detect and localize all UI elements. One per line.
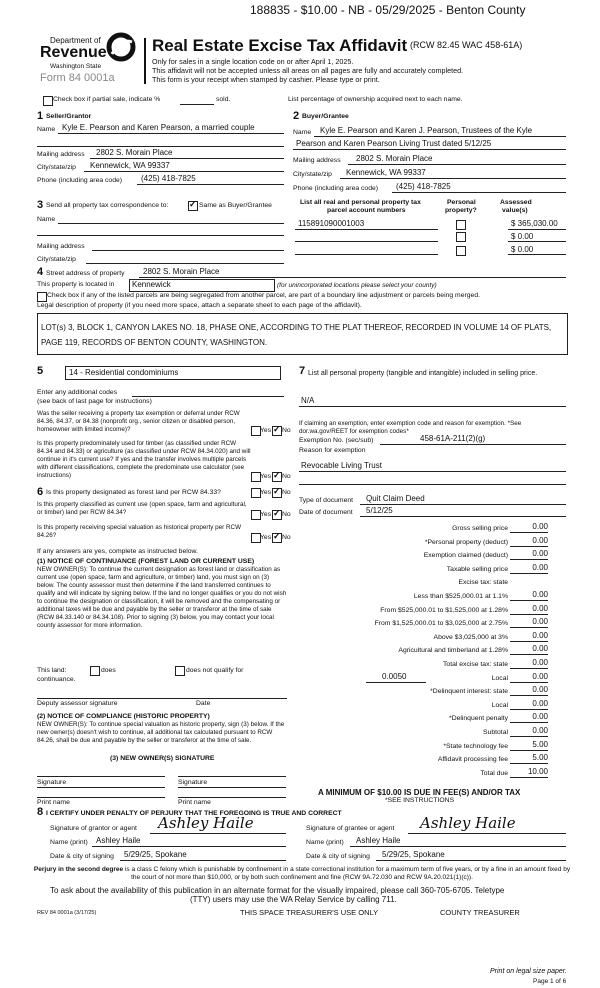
seller-heading: Seller/Grantor xyxy=(46,113,92,120)
dept-line1: Department of xyxy=(50,36,101,45)
s6-q3-no-checkbox[interactable] xyxy=(272,533,282,543)
seller-phone-value[interactable]: (425) 418-7825 xyxy=(141,174,196,183)
fee-label: *Delinquent penalty xyxy=(449,715,508,723)
header-divider xyxy=(144,38,146,84)
s5-q1-no: No xyxy=(282,427,291,434)
s6-q1-yes: Yes xyxy=(260,489,272,496)
s6-q2-no: No xyxy=(282,511,291,518)
access-note-1: To ask about the availability of this publication in an alternate format for the visually impaired, please call 360-705-6705. Teletype xyxy=(50,886,505,895)
grantee-sig-label: Signature of grantee or agent xyxy=(306,825,395,832)
partial-sale-label: Check box if partial sale, indicate % xyxy=(53,96,161,103)
buyer-phone-value[interactable]: (425) 418-7825 xyxy=(396,182,451,191)
location-note: (for unincorporated locations please select your county) xyxy=(277,282,437,289)
owner-print-label-2: Print name xyxy=(178,799,211,806)
assessed-value-3[interactable]: $ 0.00 xyxy=(511,245,534,254)
s3-name-label: Name xyxy=(37,216,56,223)
parcel-col3b: value(s) xyxy=(502,207,528,214)
grantee-name-value[interactable]: Ashley Haile xyxy=(356,836,401,845)
fee-value[interactable]: 0.00 xyxy=(532,658,548,667)
form-number: Form 84 0001a xyxy=(40,72,115,84)
see-instructions: *SEE INSTRUCTIONS xyxy=(385,797,455,804)
parcel-col1a: List all real and personal property tax xyxy=(300,199,421,206)
fee-label: Above $3,025,000 at 3% xyxy=(433,633,508,641)
personal-property-checkbox-3[interactable] xyxy=(456,246,466,256)
fee-value[interactable]: 0.00 xyxy=(532,712,548,722)
fee-label: Agricultural and timberland at 1.28% xyxy=(398,647,508,655)
s6-q1-no: No xyxy=(282,489,291,496)
local-rate-value[interactable]: 0.0050 xyxy=(382,671,407,681)
header-note3: This form is your receipt when stamped by cashier. Please type or print. xyxy=(152,75,380,84)
street-value[interactable]: 2802 S. Morain Place xyxy=(143,267,220,276)
legal-label: Legal description of property (if you need more space, attach a separate sheet to each page of the affidavit). xyxy=(37,302,362,309)
same-as-buyer-checkbox[interactable] xyxy=(188,201,198,211)
location-select[interactable] xyxy=(129,279,275,292)
segregated-label: Check box if any of the listed parcels are being segregated from another parcel, are part of a boundary line adjustment or parcels being merged. xyxy=(47,292,480,299)
assessed-value-1[interactable]: $ 365,030.00 xyxy=(511,219,558,228)
s6-q1: Is this property designated as forest land per RCW 84.33? xyxy=(46,489,221,496)
fee-value[interactable]: 0.00 xyxy=(532,698,548,708)
fee-value[interactable]: 0.00 xyxy=(532,617,548,627)
buyer-name-value-2[interactable]: Pearson and Karen Pearson Living Trust dated 5/12/25 xyxy=(296,139,492,148)
fee-label: Local xyxy=(491,701,508,709)
s6-p1: NEW OWNER(S): To continue the current designation as forest land or classification as current use (open space, farm and agriculture, or timber) land, you must sign on (3) below. The county assessor must then determine if the land transferred continues to qualify and will indicate by signing below. If the land no longer qualifies or you do not wish to continue the designation or classification, it will be removed and the compensating or additional taxes will be due and payable by the seller or transferor at the time of sale (RCW 84.33.140 or 84.34.108). Prior to signing (3) below, you may contact your local county assessor for more information. xyxy=(37,566,287,629)
parcel-col3a: Assessed xyxy=(500,199,532,206)
s6-q3-yes: Yes xyxy=(260,534,272,541)
s5-q2-yes: Yes xyxy=(260,473,272,480)
partial-sold-label: sold. xyxy=(216,96,231,103)
perjury-text: is a class C felony which is punishable by confinement in a state correctional institution for a maximum term of five years, or by a fine in an amount fixed by the court of not more than $10,000, or by both such confinement and fine (RCW 9A.72.030 and RCW 9A.20.021(1)(c)). xyxy=(124,866,571,881)
buyer-city-value[interactable]: Kennewick, WA 99337 xyxy=(346,168,426,177)
fee-label: Exemption claimed (deduct) xyxy=(423,552,508,560)
dept-line2: Revenue xyxy=(40,44,107,61)
s3-mail-label: Mailing address xyxy=(37,243,85,250)
grantee-date-label: Date & city of signing xyxy=(306,853,370,860)
ownership-note: List percentage of ownership acquired next to each name. xyxy=(288,96,463,103)
s3-city-label: City/state/zip xyxy=(37,256,76,263)
grantor-sig-label: Signature of grantor or agent xyxy=(50,825,137,832)
seller-city-label: City/state/zip xyxy=(37,164,76,171)
fee-value[interactable]: 0.00 xyxy=(532,644,548,654)
parcel-col2a: Personal xyxy=(447,199,476,206)
land-use-code-select[interactable] xyxy=(65,366,281,380)
s7-num: 7 xyxy=(299,365,306,377)
parcel-col2b: property? xyxy=(445,207,477,214)
s6-q1-no-checkbox[interactable] xyxy=(272,488,282,498)
s6-num: 6 xyxy=(37,486,44,498)
continuance-label: continuance. xyxy=(37,676,76,683)
s7-label: List all personal property (tangible and intangible) included in selling price. xyxy=(308,370,538,377)
deputy-sig-label: Deputy assessor signature xyxy=(37,700,118,707)
exemption-no-value[interactable]: 458-61A-211(2)(g) xyxy=(420,434,486,443)
legal-description-box[interactable] xyxy=(37,313,568,355)
legal-paper-note: Print on legal size paper. xyxy=(490,968,567,975)
street-label: Street address of property xyxy=(46,270,125,277)
fee-label: Total excise tax: state xyxy=(443,661,508,668)
s6-q2-no-checkbox[interactable] xyxy=(272,510,282,520)
s5-question2: Is this property predominately used for timber (as classified under RCW 84.34 and 84.33) or agriculture (as classified under RCW 84.34.020) and will continue in it's current use? If yes and the transfer involves multiple parcels with different classifications, complete the predominate use calculator (see instructions) xyxy=(37,440,251,479)
located-label: This property is located in xyxy=(37,281,115,288)
fee-label: From $1,525,000.01 to $3,025,000 at 2.75% xyxy=(374,620,508,628)
this-land-label: This land: xyxy=(37,667,67,674)
s6-p2: NEW OWNER(S): To continue special valuation as historic property, sign (3) below. If the new owner(s) doesn't wish to continue, all additional tax calculated pursuant to RCW 84.26, shall be due and payable by the seller or transferor at the time of sale. xyxy=(37,721,285,744)
grantor-date-value[interactable]: 5/29/25, Spokane xyxy=(124,850,187,859)
same-as-buyer-label: Same as Buyer/Grantee xyxy=(199,202,272,209)
exemption-label: If claiming an exemption, enter exemption code and reason for exemption. *See dor.wa.gov/REET for exemption codes* xyxy=(299,420,522,435)
s5-num: 5 xyxy=(37,365,44,377)
fee-label: From $525,000.01 to $1,525,000 at 1.28% xyxy=(380,606,508,614)
legal-description-value: LOT(s) 3, BLOCK 1, CANYON LAKES NO. 18, PHASE ONE, ACCORDING TO THE PLAT THEREOF, RECORDED IN VOLUME 14 OF PLATS, PAGE 119, RECORDS OF BENTON COUNTY, WASHINGTON. xyxy=(41,323,552,347)
s6-h2: (2) NOTICE OF COMPLIANCE (HISTORIC PROPERTY) xyxy=(37,713,210,720)
fee-label: *Personal property (deduct) xyxy=(424,538,508,546)
personal-property-checkbox-2[interactable] xyxy=(456,232,466,242)
assessed-value-2[interactable]: $ 0.00 xyxy=(511,232,534,241)
s6-q2-yes: Yes xyxy=(260,511,272,518)
grantee-signature[interactable]: Ashley Haile xyxy=(420,814,516,832)
page-number: Page 1 of 6 xyxy=(533,978,567,985)
access-note-2: (TTY) users may use the WA Relay Service by calling 711. xyxy=(190,895,397,904)
perjury-bold: Perjury in the second degree xyxy=(33,866,124,873)
land-does-label: does xyxy=(101,667,116,674)
s5-q1-yes: Yes xyxy=(260,427,272,434)
fee-value[interactable]: 0.00 xyxy=(532,590,548,599)
minimum-due-note: A MINIMUM OF $10.00 IS DUE IN FEE(S) AND/OR TAX xyxy=(318,788,521,797)
owner-sig-label-1: Signature xyxy=(37,779,67,786)
buyer-heading: Buyer/Grantee xyxy=(302,113,349,120)
owner-print-label-1: Print name xyxy=(37,799,70,806)
grantee-date-value[interactable]: 5/29/25, Spokane xyxy=(382,850,445,859)
s3-label: Send all property tax correspondence to: xyxy=(46,202,169,209)
s6-q3: Is this property receiving special valuation as historical property per RCW 84.26? xyxy=(37,524,242,539)
buyer-phone-label: Phone (including area code) xyxy=(293,185,379,192)
segregated-checkbox[interactable] xyxy=(37,292,47,302)
county-treasurer: COUNTY TREASURER xyxy=(440,908,520,917)
buyer-city-label: City/state/zip xyxy=(293,171,332,178)
fee-value[interactable]: 5.00 xyxy=(532,739,548,749)
s5-question1: Was the seller receiving a property tax exemption or deferral under RCW 84.36, 84.37, or 84.38 (nonprofit org., senior citizen or disabled person, homeowner with limited income)? xyxy=(37,410,240,433)
seller-name-label: Name xyxy=(37,126,56,133)
fee-value[interactable]: 0.00 xyxy=(532,562,548,572)
fee-label: Taxable selling price xyxy=(446,565,508,573)
seller-mail-label: Mailing address xyxy=(37,151,85,158)
buyer-section-num: 2 xyxy=(293,110,300,122)
partial-sale-checkbox[interactable] xyxy=(43,96,53,106)
doc-type-value[interactable]: Quit Claim Deed xyxy=(366,494,425,503)
seller-phone-label: Phone (including area code) xyxy=(37,177,123,184)
s6-h1: (1) NOTICE OF CONTINUANCE (FOREST LAND OR CURRENT USE) xyxy=(37,558,255,565)
fee-value[interactable]: 0.00 xyxy=(532,630,548,640)
fee-label: Total due xyxy=(480,769,508,777)
form-title-ref: (RCW 82.45 WAC 458-61A) xyxy=(410,40,523,50)
s6-q2: Is this property classified as current use (open space, farm and agricultural, or timber) land per RCW 84.34? xyxy=(37,501,247,516)
s8-heading: I CERTIFY UNDER PENALTY OF PERJURY THAT THE FOREGOING IS TRUE AND CORRECT xyxy=(46,810,342,817)
header-note1: Only for sales in a single location code on or after April 1, 2025. xyxy=(152,57,354,66)
reason-label: Reason for exemption xyxy=(299,447,366,454)
fee-label: *Delinquent interest: state xyxy=(430,688,508,696)
doc-date-label: Date of document xyxy=(299,509,353,516)
parcel-col1b: parcel account numbers xyxy=(327,207,406,214)
revision: REV 84 0001a (3/17/25) xyxy=(37,910,97,916)
seller-mail-value[interactable]: 2802 S. Morain Place xyxy=(96,148,173,157)
form-title: Real Estate Excise Tax Affidavit xyxy=(152,36,408,55)
additional-codes-label: Enter any additional codes xyxy=(37,389,118,396)
s4-num: 4 xyxy=(37,266,44,278)
fee-value[interactable]: 0.00 xyxy=(532,603,548,613)
recording-stamp: 188835 - $10.00 - NB - 05/29/2025 - Benton County xyxy=(250,3,526,17)
parcel-number-1[interactable]: 115891090001003 xyxy=(298,219,365,228)
owner-sig-label-2: Signature xyxy=(178,779,208,786)
personal-property-value[interactable]: N/A xyxy=(301,396,315,405)
dept-line3: Washington State xyxy=(50,63,102,70)
reason-value[interactable]: Revocable Living Trust xyxy=(301,461,382,470)
fee-label: *State technology fee xyxy=(443,742,508,750)
s3-num: 3 xyxy=(37,199,44,211)
fee-label: Excise tax: state xyxy=(458,579,508,587)
s6-h3: (3) NEW OWNER(S) SIGNATURE xyxy=(110,755,215,762)
buyer-name-value-1[interactable]: Kyle E. Pearson and Karen J. Pearson, Trustees of the Kyle xyxy=(320,126,533,135)
fee-label: Subtotal xyxy=(483,729,508,736)
fee-value[interactable]: 5.00 xyxy=(532,753,548,763)
land-does-not-checkbox[interactable] xyxy=(175,666,185,676)
additional-codes-note: (see back of last page for instructions) xyxy=(37,398,152,405)
perjury-notice xyxy=(32,866,572,882)
revenue-swirl-icon xyxy=(106,32,136,62)
fee-label: Less than $525,000.01 at 1.1% xyxy=(413,593,508,600)
partial-percent-line[interactable] xyxy=(180,104,214,105)
fee-value[interactable]: 0.00 xyxy=(532,549,548,559)
seller-section-num: 1 xyxy=(37,110,44,122)
buyer-mail-label: Mailing address xyxy=(293,157,341,164)
fee-value[interactable]: 10.00 xyxy=(527,766,548,776)
seller-name-value[interactable]: Kyle E. Pearson and Karen Pearson, a married couple xyxy=(62,123,255,132)
header-note2: This affidavit will not be accepted unless all areas on all pages are fully and accurately completed. xyxy=(152,66,464,75)
s5-q2-no: No xyxy=(282,473,291,480)
grantor-signature[interactable]: Ashley Haile xyxy=(158,814,254,832)
fee-value[interactable]: 0.00 xyxy=(532,726,548,735)
treasurer-use: THIS SPACE TREASURER'S USE ONLY xyxy=(240,908,379,917)
doc-type-label: Type of document xyxy=(299,497,354,504)
land-use-code-value: 14 - Residential condominiums xyxy=(69,368,179,377)
s5-q2-no-checkbox[interactable] xyxy=(272,472,282,482)
doc-date-value[interactable]: 5/12/25 xyxy=(366,506,393,515)
exemption-no-label: Exemption No. (sec/sub) xyxy=(299,437,374,444)
s6-note: If any answers are yes, complete as instructed below. xyxy=(37,548,198,555)
fee-value[interactable]: 0.00 xyxy=(532,671,548,681)
buyer-name-label: Name xyxy=(293,129,312,136)
fee-label: Local xyxy=(491,674,508,682)
fee-label: Gross selling price xyxy=(452,525,508,532)
land-does-checkbox[interactable] xyxy=(90,666,100,676)
location-value: Kennewick xyxy=(132,280,171,289)
s8-num: 8 xyxy=(37,806,44,818)
grantor-date-label: Date & city of signing xyxy=(50,853,114,860)
fee-value[interactable]: 0.00 xyxy=(532,522,548,531)
personal-property-checkbox-1[interactable] xyxy=(456,220,466,230)
fee-value[interactable]: 0.00 xyxy=(532,535,548,545)
grantor-name-label: Name (print) xyxy=(50,839,88,846)
buyer-mail-value[interactable]: 2802 S. Morain Place xyxy=(356,154,433,163)
fee-label: Affidavit processing fee xyxy=(437,756,508,764)
grantee-name-label: Name (print) xyxy=(306,839,344,846)
seller-city-value[interactable]: Kennewick, WA 99337 xyxy=(90,161,170,170)
fee-value[interactable]: 0.00 xyxy=(532,685,548,695)
land-does-not-label: does not qualify for xyxy=(186,667,244,674)
s6-q3-no: No xyxy=(282,534,291,541)
s5-q1-no-checkbox[interactable] xyxy=(272,426,282,436)
grantor-name-value[interactable]: Ashley Haile xyxy=(96,836,141,845)
deputy-date-label: Date xyxy=(196,700,211,707)
